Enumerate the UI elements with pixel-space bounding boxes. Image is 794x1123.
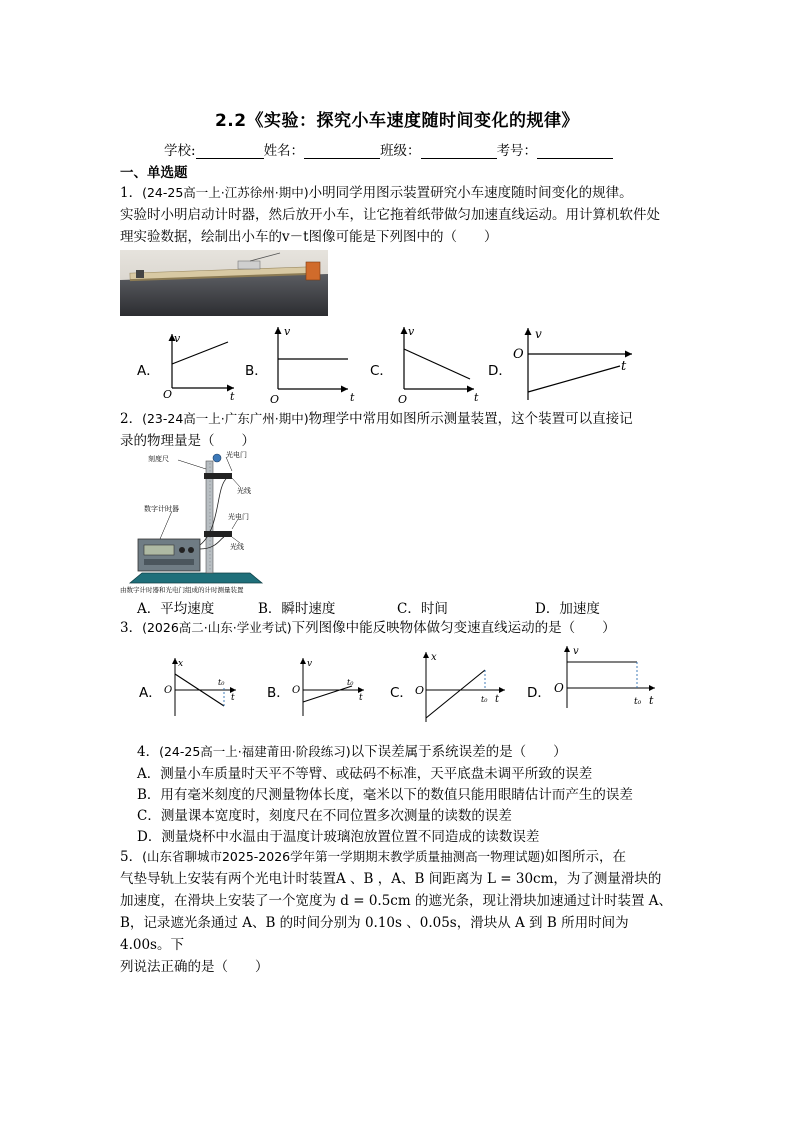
q1-b-axis-t: t xyxy=(350,391,355,404)
school-label: 学校: xyxy=(164,143,196,159)
q2-label-beam2: 光线 xyxy=(230,543,244,551)
q1-b-axis-v: v xyxy=(284,325,291,338)
q3-line1: 下列图像中能反映物体做匀变速直线运动的是（ ） xyxy=(291,620,616,636)
q1-c-origin: O xyxy=(398,393,408,405)
q5-line5: 列说法正确的是（ ） xyxy=(120,959,269,975)
q3-d-axis-t: t xyxy=(649,694,654,707)
q4-option-b[interactable]: B．用有毫米刻度的尺测量物体长度，毫米以下的数值只能用眼睛估计而产生的误差 xyxy=(137,787,633,803)
q1-graph-d xyxy=(508,324,638,402)
q2-source: (23-24高一上·广东广州·期中) xyxy=(142,411,309,426)
q1-option-d-label[interactable]: D． xyxy=(488,363,512,379)
q1-a-axis-t: t xyxy=(230,390,235,400)
name-blank[interactable] xyxy=(304,144,380,159)
question-3-text xyxy=(120,617,680,639)
q3-d-origin: O xyxy=(554,681,564,695)
q2-number: 2． xyxy=(120,411,143,427)
question-4-text xyxy=(137,740,567,760)
q1-c-axis-t: t xyxy=(474,391,479,404)
q3-graph-b xyxy=(288,654,370,724)
q3-option-c-label[interactable]: C． xyxy=(390,685,413,701)
section-heading: 一、单选题 xyxy=(120,165,188,181)
q3-b-axis-t: t xyxy=(359,693,363,703)
exam-no-blank[interactable] xyxy=(537,144,613,159)
q1-line1: 小明同学用图示装置研究小车速度随时间变化的规律。 xyxy=(308,185,633,201)
q3-option-d-label[interactable]: D． xyxy=(527,685,551,701)
q3-c-origin: O xyxy=(415,684,425,697)
q2-line2: 录的物理量是（ ） xyxy=(120,433,255,449)
q3-b-origin: O xyxy=(292,685,301,696)
q1-a-axis-v: v xyxy=(174,332,181,345)
q1-graph-a xyxy=(160,330,240,400)
q1-d-origin: O xyxy=(513,347,524,362)
q2-option-b[interactable]: B．瞬时速度 xyxy=(258,601,336,617)
q3-option-b-label[interactable]: B． xyxy=(267,685,290,701)
q4-source: (24-25高一上·福建莆田·阶段练习) xyxy=(159,744,351,759)
class-blank[interactable] xyxy=(421,144,497,159)
q1-d-axis-v: v xyxy=(535,327,542,341)
q3-c-axis-x: x xyxy=(431,652,437,663)
q4-number: 4． xyxy=(137,744,160,760)
page-title: 2.2《实验：探究小车速度随时间变化的规律》 xyxy=(214,111,580,131)
q2-label-gate2: 光电门 xyxy=(228,513,249,521)
q1-a-origin: O xyxy=(163,388,173,400)
q1-option-b-label[interactable]: B． xyxy=(245,363,268,379)
class-label: 班级： xyxy=(380,143,421,159)
q3-a-origin: O xyxy=(164,685,173,696)
q1-line2: 实验时小明启动计时器，然后放开小车，让它拖着纸带做匀加速直线运动。用计算机软件处 xyxy=(120,207,660,223)
q2-label-ruler: 刻度尺 xyxy=(148,455,169,463)
exam-no-label: 考号： xyxy=(496,143,538,159)
q3-c-t0: t₀ xyxy=(481,695,488,704)
question-5-text xyxy=(120,846,680,978)
q5-source: (山东省聊城市2025-2026学年第一学期期末教学质量抽测高一物理试题) xyxy=(142,849,545,864)
q3-b-axis-v: v xyxy=(307,659,313,669)
q2-option-a[interactable]: A．平均速度 xyxy=(137,601,215,617)
q5-line3: 加速度，在滑块上安装了一个宽度为 d = 0.5cm 的遮光条，现让滑块加速通过计时装置 A、 xyxy=(120,893,672,909)
q2-line1: 物理学中常用如图所示测量装置，这个装置可以直接记 xyxy=(308,411,633,427)
school-blank[interactable] xyxy=(196,144,264,159)
q1-source: (24-25高一上·江苏徐州·期中) xyxy=(142,185,309,200)
q3-option-a-label[interactable]: A． xyxy=(139,685,162,701)
q1-number: 1． xyxy=(120,185,143,201)
q1-graph-b xyxy=(266,323,356,405)
q3-d-axis-v: v xyxy=(573,646,579,657)
name-label: 姓名： xyxy=(263,143,305,159)
q2-option-c[interactable]: C．时间 xyxy=(397,601,448,617)
q2-photogate-figure xyxy=(120,449,280,597)
q2-figure-caption: 由数字计时器和光电门组成的计时测量装置 xyxy=(120,586,244,594)
q5-line2: 气垫导轨上安装有两个光电计时装置A 、B ，A、B 间距离为 L = 30cm，为了测量滑块的 xyxy=(120,871,662,887)
q4-line1: 以下误差属于系统误差的是（ ） xyxy=(350,744,567,760)
q1-b-origin: O xyxy=(270,393,280,405)
q3-c-axis-t: t xyxy=(495,694,500,705)
question-2-text xyxy=(120,408,680,452)
q3-source: (2026高二·山东·学业考试) xyxy=(142,620,292,635)
question-1-text xyxy=(120,182,680,248)
q3-b-t0: t₀ xyxy=(347,678,354,687)
q2-label-beam1: 光线 xyxy=(237,487,251,495)
q1-c-axis-v: v xyxy=(408,325,415,338)
q4-option-c[interactable]: C．测量课本宽度时，刻度尺在不同位置多次测量的读数的误差 xyxy=(137,808,512,824)
q3-graph-d xyxy=(551,642,661,712)
q3-a-axis-x: x xyxy=(178,659,184,669)
q3-d-t0: t₀ xyxy=(634,697,642,707)
q3-a-axis-t: t xyxy=(231,693,235,703)
q2-label-timer: 数字计时器 xyxy=(144,505,179,513)
q1-d-axis-t: t xyxy=(621,359,627,374)
student-info-line xyxy=(164,139,613,159)
q3-graph-c xyxy=(411,648,511,726)
q3-graph-a xyxy=(160,654,242,724)
q3-number: 3． xyxy=(120,620,143,636)
q4-option-d[interactable]: D．测量烧杯中水温由于温度计玻璃泡放置位置不同造成的读数误差 xyxy=(137,829,540,845)
q4-option-a[interactable]: A．测量小车质量时天平不等臂、或砝码不标准，天平底盘未调平所致的误差 xyxy=(137,766,593,782)
q1-option-c-label[interactable]: C． xyxy=(370,363,393,379)
q2-label-gate1: 光电门 xyxy=(226,451,247,459)
q1-line3: 理实验数据，绘制出小车的v－t图像可能是下列图中的（ ） xyxy=(120,229,498,245)
q1-apparatus-photo xyxy=(120,250,328,316)
q2-option-d[interactable]: D．加速度 xyxy=(535,601,600,617)
q1-graph-c xyxy=(392,323,482,405)
q5-number: 5． xyxy=(120,849,143,865)
q5-line1: 如图所示，在 xyxy=(544,849,626,865)
q5-line4: B，记录遮光条通过 A、B 的时间分别为 0.10s 、0.05s，滑块从 A 到 B 所用时间为 4.00s。下 xyxy=(120,915,629,953)
q1-option-a-label[interactable]: A． xyxy=(137,363,160,379)
q3-a-t0: t₀ xyxy=(218,678,225,687)
